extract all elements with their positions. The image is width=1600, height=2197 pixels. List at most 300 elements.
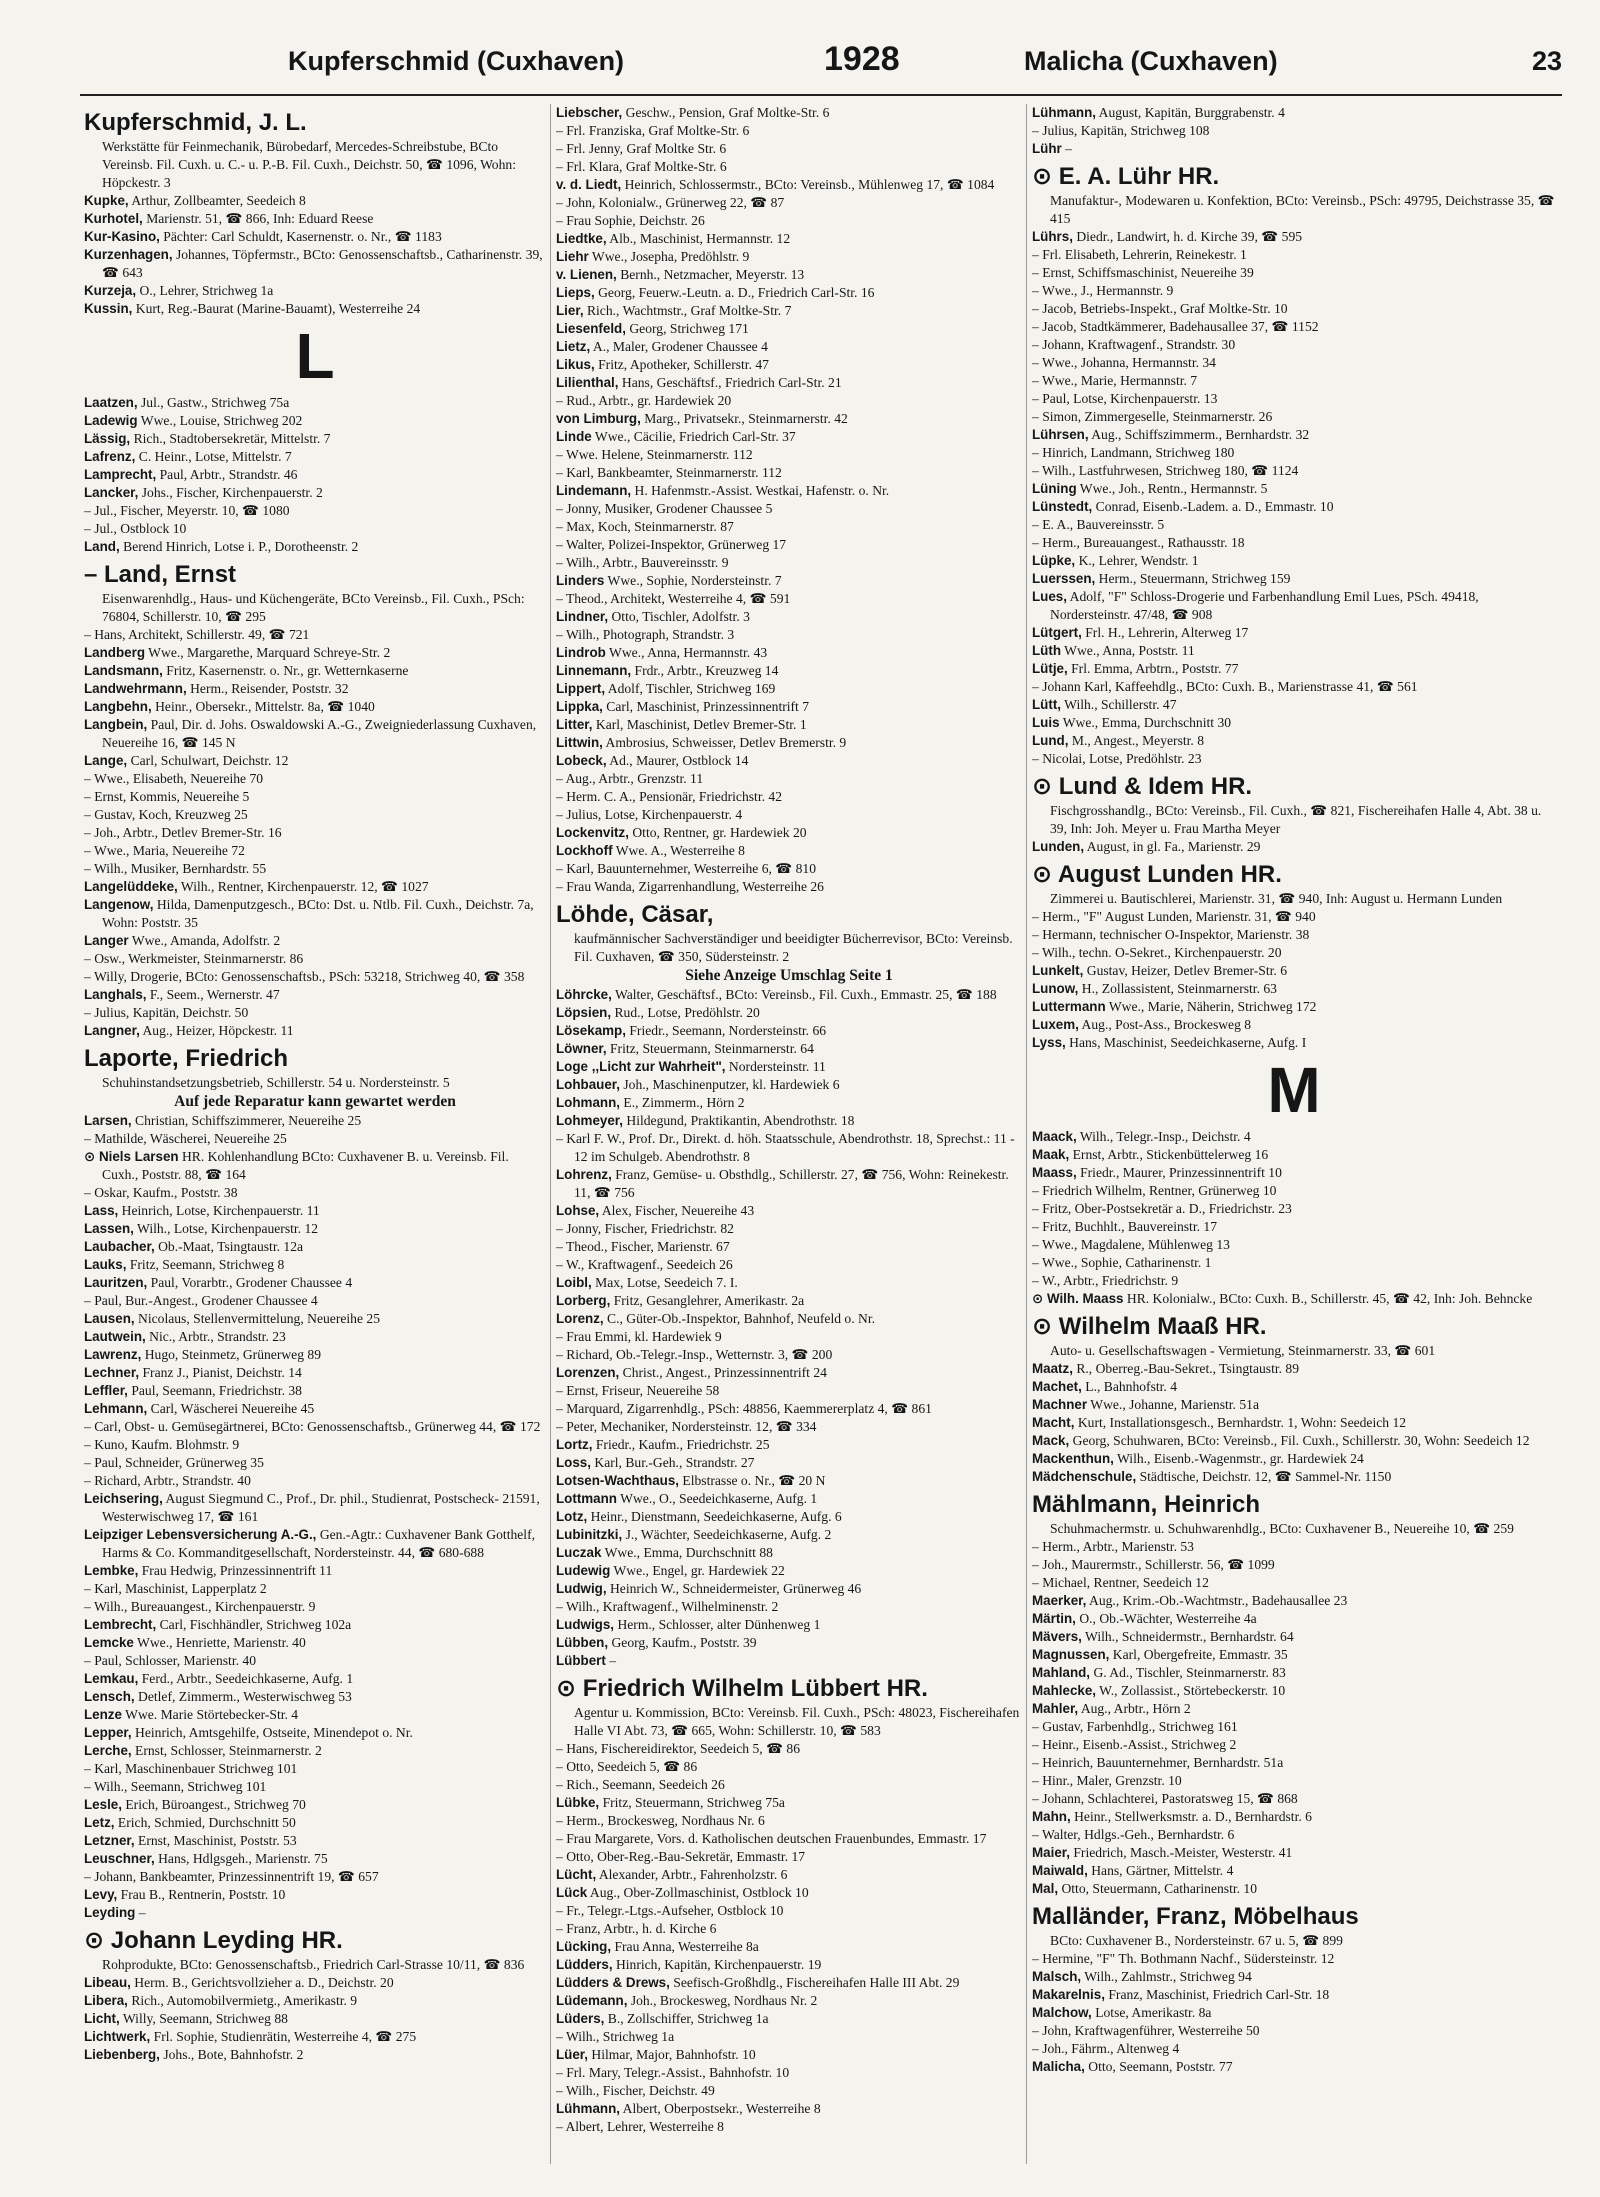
directory-entry [1032,1450,1556,1468]
entry-details: Gen.-Agtr.: Cuxhavener Bank Gotthelf, Harms & Co. Kommanditgesellschaft, Nordersteinstr. 44, ☎ 680-688 [102,1527,536,1560]
entry-details: – Paul, Schneider, Grünerweg 35 [84,1455,264,1470]
entry-surname: v. d. Liedt, [556,177,622,192]
entry-details: – Gustav, Koch, Kreuzweg 25 [84,807,248,822]
entry-surname: Lensch, [84,1689,135,1704]
entry-details: Christian, Schiffszimmerer, Neuereihe 25 [135,1113,362,1128]
featured-entry-name: Kupferschmid, J. L. [84,109,307,136]
entry-surname: Maak, [1032,1147,1070,1162]
entry-surname: Lindner, [556,609,609,624]
entry-details: – Nicolai, Lotse, Predöhlstr. 23 [1032,751,1202,766]
entry-surname: Mävers, [1032,1629,1082,1644]
entry-details: – Jonny, Fischer, Friedrichstr. 82 [556,1221,734,1236]
directory-entry [84,788,546,806]
directory-entry [1032,2004,1556,2022]
entry-details: – Frau Sophie, Deichstr. 26 [556,213,705,228]
entry-details: – Ernst, Schiffsmaschinist, Neuereihe 39 [1032,265,1254,280]
entry-surname: Machet, [1032,1379,1082,1394]
entry-details: Georg, Feuerw.-Leutn. a. D., Friedrich Carl-Str. 16 [598,285,875,300]
entry-surname: Maiwald, [1032,1863,1088,1878]
directory-entry [84,1148,546,1184]
entry-details: Frdr., Arbtr., Kreuzweg 14 [634,663,779,678]
directory-entry [556,2028,1022,2046]
column-divider [1026,104,1027,2164]
entry-details: W., Zollassist., Störtebeckerstr. 10 [1099,1683,1286,1698]
featured-entry-name: ⊙ Lund & Idem HR. [1032,773,1253,800]
directory-entry [556,536,1022,554]
directory-entry [1032,624,1556,642]
directory-entry [84,1688,546,1706]
entry-surname: Lange, [84,753,128,768]
entry-surname: Lockhoff [556,843,613,858]
directory-entry [1032,1396,1556,1414]
entry-details: F., Seem., Wernerstr. 47 [149,987,280,1002]
entry-details: B., Zollschiffer, Strichweg 1a [607,2011,769,2026]
entry-surname: Land, [84,539,120,554]
directory-entry [84,1742,546,1760]
entry-details: H. Hafenmstr.-Assist. Westkai, Hafenstr. o. Nr. [634,483,890,498]
entry-surname: Lehmann, [84,1401,148,1416]
featured-entry-details: Werkstätte für Feinmechanik, Bürobedarf, Mercedes-Schreibstube, BCto Vereinsb. Fil. Cuxh. u. C.- u. P.-B. Fil. Cuxh., Deichstr. 50, ☎ 1096, Wohn: Höpckestr. 3 [102,139,516,190]
entry-details: Ernst, Schlosser, Steinmarnerstr. 2 [135,1743,322,1758]
entry-details: Ernst, Maschinist, Poststr. 53 [138,1833,297,1848]
entry-details: – Rud., Arbtr., gr. Hardewiek 20 [556,393,732,408]
featured-entry [556,900,1022,966]
directory-entry [556,1902,1022,1920]
entry-surname: Lüth [1032,643,1061,658]
entry-surname: Lues, [1032,589,1067,604]
directory-entry [1032,1592,1556,1610]
entry-surname: Mal, [1032,1881,1059,1896]
entry-details: – Herm., Brockesweg, Nordhaus Nr. 6 [556,1813,765,1828]
entry-details: Kurt, Reg.-Baurat (Marine-Bauamt), Westerreihe 24 [135,301,421,316]
entry-details: – John, Kolonialw., Grünerweg 22, ☎ 87 [556,195,785,210]
entry-details: Otto, Tischler, Adolfstr. 3 [611,609,750,624]
directory-entry [1032,1862,1556,1880]
entry-details: Erich, Schmied, Durchschnitt 50 [117,1815,296,1830]
entry-surname: Luczak [556,1545,602,1560]
entry-details: R., Oberreg.-Bau-Sekret., Tsingtaustr. 89 [1076,1361,1300,1376]
directory-entry [556,338,1022,356]
directory-entry [1032,426,1556,444]
header-range-end: Malicha (Cuxhaven) [1024,46,1278,76]
directory-entry [84,1670,546,1688]
entry-details: – Wilh., Fischer, Deichstr. 49 [556,2083,715,2098]
directory-entry [556,698,1022,716]
entry-details: – Wilh., techn. O-Sekret., Kirchenpauerstr. 20 [1032,945,1282,960]
entry-details: Wwe., Anna, Hermannstr. 43 [609,645,768,660]
featured-entry-details: Eisenwarenhdlg., Haus- und Küchengeräte, BCto Vereinsb., Fil. Cuxh., PSch: 76804, Schillerstr. 10, ☎ 295 [102,591,525,624]
entry-details: Rich., Automobilvermietg., Amerikastr. 9 [131,1993,358,2008]
entry-details: Paul, Dir. d. Johs. Oswaldowski A.-G., Zweigniederlassung Cuxhaven, Neuereihe 16, ☎ 145 N [102,717,537,750]
entry-details: Karl, Bur.-Geh., Strandstr. 27 [594,1455,755,1470]
directory-entry [1032,1236,1556,1254]
directory-entry [84,484,546,502]
featured-entry-name: ⊙ Friedrich Wilhelm Lübbert HR. [556,1675,928,1702]
directory-entry [84,770,546,788]
entry-details: – Joh., Fährm., Altenweg 4 [1032,2041,1180,2056]
entry-details: – Joh., Maurermstr., Schillerstr. 56, ☎ 1099 [1032,1557,1275,1572]
entry-surname: Löwner, [556,1041,607,1056]
entry-surname: Langhals, [84,987,147,1002]
entry-surname: Likus, [556,357,595,372]
entry-details: Frau Anna, Westerreihe 8a [614,1939,759,1954]
entry-details: Wilh., Eisenb.-Wagenmstr., gr. Hardewiek 24 [1117,1451,1364,1466]
entry-details: – Oskar, Kaufm., Poststr. 38 [84,1185,238,1200]
entry-surname: Märtin, [1032,1611,1076,1626]
entry-surname: Lüders, [556,2011,605,2026]
featured-entry-details: Rohprodukte, BCto: Genossenschaftsb., Friedrich Carl-Strasse 10/11, ☎ 836 [102,1957,525,1972]
featured-entry [1032,1490,1556,1538]
directory-entry [84,448,546,466]
entry-details: Aug., Heizer, Höpckestr. 11 [142,1023,294,1038]
entry-surname: Luxem, [1032,1017,1079,1032]
directory-entry [1032,336,1556,354]
entry-details: – John, Kraftwagenführer, Westerreihe 50 [1032,2023,1260,2038]
directory-entry [84,1760,546,1778]
entry-details: Wwe., Josepha, Predöhlstr. 9 [591,249,750,264]
entry-details: Albert, Oberpostsekr., Westerreihe 8 [622,2101,821,2116]
entry-surname: Lüer, [556,2047,588,2062]
directory-entry [556,1256,1022,1274]
directory-entry [556,1472,1022,1490]
entry-details: Hildegund, Praktikantin, Abendrothstr. 18 [626,1113,855,1128]
entry-details: Wwe., Louise, Strichweg 202 [140,413,303,428]
directory-entry [84,1256,546,1274]
entry-details: – Karl, Bauunternehmer, Westerreihe 6, ☎ 810 [556,861,817,876]
directory-entry [556,248,1022,266]
directory-entry [1032,1880,1556,1898]
directory-entry [1032,1736,1556,1754]
entry-details: Hans, Maschinist, Seedeichkaserne, Aufg. I [1069,1035,1307,1050]
entry-details: Carl, Maschinist, Prinzessinnentrift 7 [606,699,810,714]
directory-entry [1032,588,1556,624]
entry-surname: von Limburg, [556,411,641,426]
directory-entry [556,1938,1022,1956]
entry-details: – Theod., Fischer, Marienstr. 67 [556,1239,730,1254]
entry-surname: Lindrob [556,645,606,660]
entry-details: – Fritz, Buchhlt., Bauvereinstr. 17 [1032,1219,1218,1234]
directory-entry [84,680,546,698]
directory-entry [556,626,1022,644]
directory-entry [84,1562,546,1580]
entry-details: – Frl. Klara, Graf Moltke-Str. 6 [556,159,727,174]
entry-surname: Lässig, [84,431,131,446]
entry-details: Paul, Seemann, Friedrichstr. 38 [131,1383,302,1398]
directory-entry [1032,300,1556,318]
entry-surname: Letz, [84,1815,115,1830]
entry-surname: Lafrenz, [84,449,136,464]
entry-details: Wilh., Schillerstr. 47 [1064,697,1177,712]
entry-surname: Lück [556,1885,588,1900]
entry-surname: Lassen, [84,1221,134,1236]
directory-entry [1032,998,1556,1016]
directory-entry [1032,1556,1556,1574]
entry-details: Fritz, Gesanglehrer, Amerikastr. 2a [613,1293,805,1308]
directory-entry [84,1184,546,1202]
entry-details: Seefisch-Großhdlg., Fischereihafen Halle III Abt. 29 [673,1975,960,1990]
featured-entry-details: BCto: Cuxhavener B., Nordersteinstr. 67 u. 5, ☎ 899 [1050,1933,1343,1948]
entry-details: August Siegmund C., Prof., Dr. phil., Studienrat, Postscheck- 21591, Westerwischweg 17, ☎ 161 [102,1491,540,1524]
entry-details: C., Güter-Ob.-Inspektor, Bahnhof, Neufeld o. Nr. [607,1311,876,1326]
entry-details: – Hermann, technischer O-Inspektor, Marienstr. 38 [1032,927,1310,942]
featured-entry [1032,860,1556,908]
entry-details: – Rich., Seemann, Seedeich 26 [556,1777,725,1792]
directory-entry [556,716,1022,734]
entry-surname: Luttermann [1032,999,1106,1014]
directory-entry [1032,1808,1556,1826]
featured-entry [1032,772,1556,838]
entry-details: – Wwe., Elisabeth, Neuereihe 70 [84,771,264,786]
entry-details: – Frl. Mary, Telegr.-Assist., Bahnhofstr. 10 [556,2065,790,2080]
header-year: 1928 [824,40,900,78]
entry-details: – Wilh., Musiker, Bernhardstr. 55 [84,861,267,876]
directory-entry [1032,354,1556,372]
entry-surname: Lund, [1032,733,1069,748]
entry-surname: Lauritzen, [84,1275,148,1290]
entry-details: H., Zollassistent, Steinmarnerstr. 63 [1081,981,1277,996]
directory-entry [84,860,546,878]
entry-details: Fritz, Apotheker, Schillerstr. 47 [598,357,769,372]
directory-entry [1032,462,1556,480]
entry-details: – Walter, Polizei-Inspektor, Grünerweg 17 [556,537,787,552]
directory-entry [556,1238,1022,1256]
directory-entry [1032,750,1556,768]
directory-entry [556,1848,1022,1866]
entry-details: Fritz, Steuermann, Strichweg 75a [602,1795,785,1810]
featured-entry [1032,1312,1556,1360]
directory-entry [556,1544,1022,1562]
directory-entry [556,1292,1022,1310]
entry-surname: Maerker, [1032,1593,1087,1608]
entry-details: Fritz, Kasernenstr. o. Nr., gr. Wetternkaserne [166,663,409,678]
entry-details: Paul, Vorarbtr., Grodener Chaussee 4 [150,1275,353,1290]
entry-details: Kurt, Installationsgesch., Bernhardstr. 1, Wohn: Seedeich 12 [1077,1415,1407,1430]
directory-entry [84,1454,546,1472]
entry-details: – Max, Koch, Steinmarnerstr. 87 [556,519,734,534]
directory-entry [556,1454,1022,1472]
entry-details: Carl, Fischhändler, Strichweg 102a [159,1617,352,1632]
entry-surname: Machner [1032,1397,1088,1412]
entry-surname: Lembke, [84,1563,139,1578]
entry-surname: Kurhotel, [84,211,143,226]
entry-surname: Loibl, [556,1275,592,1290]
advert-notice: Auf jede Reparatur kann gewartet werden [174,1093,456,1110]
directory-entry [84,394,546,412]
directory-entry [556,266,1022,284]
directory-entry [84,1364,546,1382]
directory-entry [84,662,546,680]
directory-entry [556,176,1022,194]
directory-entry [1032,1754,1556,1772]
entry-details: – [138,1905,146,1920]
entry-details: – Johann, Bankbeamter, Prinzessinnentrift 19, ☎ 657 [84,1869,379,1884]
entry-details: L., Bahnhofstr. 4 [1085,1379,1178,1394]
entry-details: Aug., Ober-Zollmaschinist, Ostblock 10 [589,1885,809,1900]
entry-surname: Kur-Kasino, [84,229,160,244]
entry-surname: Magnussen, [1032,1647,1110,1662]
entry-surname: Lotz, [556,1509,588,1524]
featured-entry-name: Löhde, Cäsar, [556,901,714,928]
entry-details: Friedr., Seemann, Nordersteinstr. 66 [629,1023,827,1038]
directory-entry [1032,1574,1556,1592]
directory-entry [1032,660,1556,678]
entry-details: Ob.-Maat, Tsingtaustr. 12a [158,1239,304,1254]
directory-entry [84,1886,546,1904]
entry-details: Heinrich W., Schneidermeister, Grünerweg 46 [609,1581,862,1596]
entry-details: – Heinrich, Bauunternehmer, Bernhardstr. 51a [1032,1755,1284,1770]
entry-surname: Libera, [84,1993,128,2008]
directory-entry [556,842,1022,860]
directory-entry [556,1094,1022,1112]
directory-entry [1032,1218,1556,1236]
entry-details: – Karl, Bankbeamter, Steinmarnerstr. 112 [556,465,782,480]
directory-entry [84,950,546,968]
entry-surname: Malchow, [1032,2005,1092,2020]
entry-details: – Frau Wanda, Zigarrenhandlung, Westerreihe 26 [556,879,824,894]
directory-entry [556,644,1022,662]
directory-entry [556,1794,1022,1812]
entry-details: Arthur, Zollbeamter, Seedeich 8 [131,193,306,208]
entry-details: Wwe., Sophie, Nordersteinstr. 7 [607,573,782,588]
entry-surname: Libeau, [84,1975,131,1990]
entry-surname: Lübke, [556,1795,600,1810]
entry-details: Otto, Steuermann, Catharinenstr. 10 [1061,1881,1258,1896]
directory-entry [1032,642,1556,660]
page-number: 23 [1531,46,1562,76]
entry-surname: Lier, [556,303,584,318]
entry-details: – Friedrich Wilhelm, Rentner, Grünerweg 10 [1032,1183,1277,1198]
entry-details: – Hans, Architekt, Schillerstr. 49, ☎ 721 [84,627,310,642]
entry-details: – Wilh., Seemann, Strichweg 101 [84,1779,267,1794]
featured-entry-details: Auto- u. Gesellschaftswagen - Vermietung, Steinmarnerstr. 33, ☎ 601 [1050,1343,1436,1358]
directory-entry [1032,264,1556,282]
entry-details: – Wwe., Magdalene, Mühlenweg 13 [1032,1237,1230,1252]
entry-details: – Paul, Schlosser, Marienstr. 40 [84,1653,257,1668]
entry-surname: Lietz, [556,339,591,354]
entry-details: – Wilh., Arbtr., Bauvereinsstr. 9 [556,555,729,570]
directory-entry [84,1634,546,1652]
entry-surname: Lortz, [556,1437,593,1452]
directory-entry [1032,908,1556,926]
directory-entry [556,2118,1022,2136]
directory-entry [84,538,546,556]
entry-details: Joh., Brockesweg, Nordhaus Nr. 2 [630,1993,818,2008]
section-letter: L [295,320,335,392]
entry-details: Wilh., Lotse, Kirchenpauerstr. 12 [137,1221,319,1236]
directory-entry [556,1884,1022,1902]
entry-details: – Frau Margarete, Vors. d. Katholischen deutschen Frauenbundes, Emmastr. 17 [556,1831,987,1846]
entry-details: Frl. Sophie, Studienrätin, Westerreihe 4, ☎ 275 [153,2029,417,2044]
directory-entry [1032,516,1556,534]
entry-details: – Wwe., Johanna, Hermannstr. 34 [1032,355,1216,370]
entry-surname: Lünstedt, [1032,499,1093,514]
entry-surname: Kurzenhagen, [84,247,173,262]
entry-surname: Lühmann, [556,2101,620,2116]
entry-surname: Lorenzen, [556,1365,620,1380]
entry-surname: Lubinitzki, [556,1527,623,1542]
entry-surname: Maass, [1032,1165,1077,1180]
directory-entry [84,1328,546,1346]
directory-entry [556,1328,1022,1346]
entry-details: Ferd., Arbtr., Seedeichkaserne, Aufg. 1 [141,1671,354,1686]
entry-details: – Wilh., Lastfuhrwesen, Strichweg 180, ☎ 1124 [1032,463,1299,478]
directory-entry [1032,1682,1556,1700]
directory-entry [556,878,1022,896]
entry-details: Adolf, "F" Schloss-Drogerie und Farbenhandlung Emil Lues, PSch. 49418, Nordersteinstr. 47/48, ☎ 908 [1050,589,1479,622]
entry-details: – Johann, Schlachterei, Pastoratsweg 15, ☎ 868 [1032,1791,1298,1806]
entry-surname: Lührs, [1032,229,1073,244]
directory-entry [556,1652,1022,1670]
entry-details: Carl, Schulwart, Deichstr. 12 [130,753,289,768]
directory-entry [556,2064,1022,2082]
directory-entry [556,1220,1022,1238]
entry-details: Gustav, Heizer, Detlev Bremer-Str. 6 [1086,963,1288,978]
entry-details: Paul, Arbtr., Strandstr. 46 [159,467,298,482]
directory-entry [1032,1826,1556,1844]
directory-entry [84,412,546,430]
entry-surname: Leffler, [84,1383,128,1398]
advert-notice: Siehe Anzeige Umschlag Seite 1 [685,967,893,984]
header-rule [80,94,1562,96]
entry-surname: Löhrcke, [556,987,612,1002]
directory-entry [1032,1200,1556,1218]
entry-surname: Loss, [556,1455,591,1470]
directory-entry [84,1310,546,1328]
entry-details: Alb., Maschinist, Hermannstr. 12 [609,231,791,246]
directory-entry [556,824,1022,842]
directory-entry [1032,498,1556,516]
entry-surname: Liesenfeld, [556,321,626,336]
directory-entry [84,1850,546,1868]
entry-surname: Lunden, [1032,839,1085,854]
directory-entry [84,1292,546,1310]
directory-entry [556,1776,1022,1794]
entry-details: Georg, Kaufm., Poststr. 39 [611,1635,757,1650]
featured-entry-details: kaufmännischer Sachverständiger und beeidigter Bücherrevisor, BCto: Vereinsb. Fil. Cuxhaven, ☎ 350, Südersteinstr. 2 [574,931,1013,964]
entry-surname: Lücht, [556,1867,597,1882]
entry-details: – Wwe. Helene, Steinmarnerstr. 112 [556,447,753,462]
entry-details: – Simon, Zimmergeselle, Steinmarnerstr. 26 [1032,409,1273,424]
entry-details: Hans, Geschäftsf., Friedrich Carl-Str. 21 [621,375,842,390]
entry-details: – Franz, Arbtr., h. d. Kirche 6 [556,1921,717,1936]
directory-entry [1032,678,1556,696]
directory-entry [1032,228,1556,246]
directory-entry [1032,732,1556,750]
entry-surname: Lembrecht, [84,1617,157,1632]
directory-entry [556,1508,1022,1526]
entry-details: – Marquard, Zigarrenhdlg., PSch: 48856, Kaemmererplatz 4, ☎ 861 [556,1401,932,1416]
directory-entry [84,1112,546,1130]
entry-details: – Ernst, Kommis, Neuereihe 5 [84,789,250,804]
directory-entry [556,1562,1022,1580]
directory-entry [556,1740,1022,1758]
entry-details: Johs., Fischer, Kirchenpauerstr. 2 [141,485,323,500]
featured-entry-name: Mählmann, Heinrich [1032,1491,1261,1518]
entry-surname: Laatzen, [84,395,138,410]
directory-entry [1032,1664,1556,1682]
entry-surname: Malsch, [1032,1969,1082,1984]
entry-details: Hans, Hdlgsgeh., Marienstr. 75 [158,1851,328,1866]
directory-entry [84,1472,546,1490]
directory-entry [556,1022,1022,1040]
entry-details: Adolf, Tischler, Strichweg 169 [607,681,776,696]
entry-details: – Heinr., Eisenb.-Assist., Strichweg 2 [1032,1737,1237,1752]
entry-details: Herm. B., Gerichtsvollzieher a. D., Deichstr. 20 [134,1975,394,1990]
directory-entry [556,2082,1022,2100]
directory-entry [1032,1718,1556,1736]
directory-entry [1032,104,1556,122]
directory-entry [1032,696,1556,714]
